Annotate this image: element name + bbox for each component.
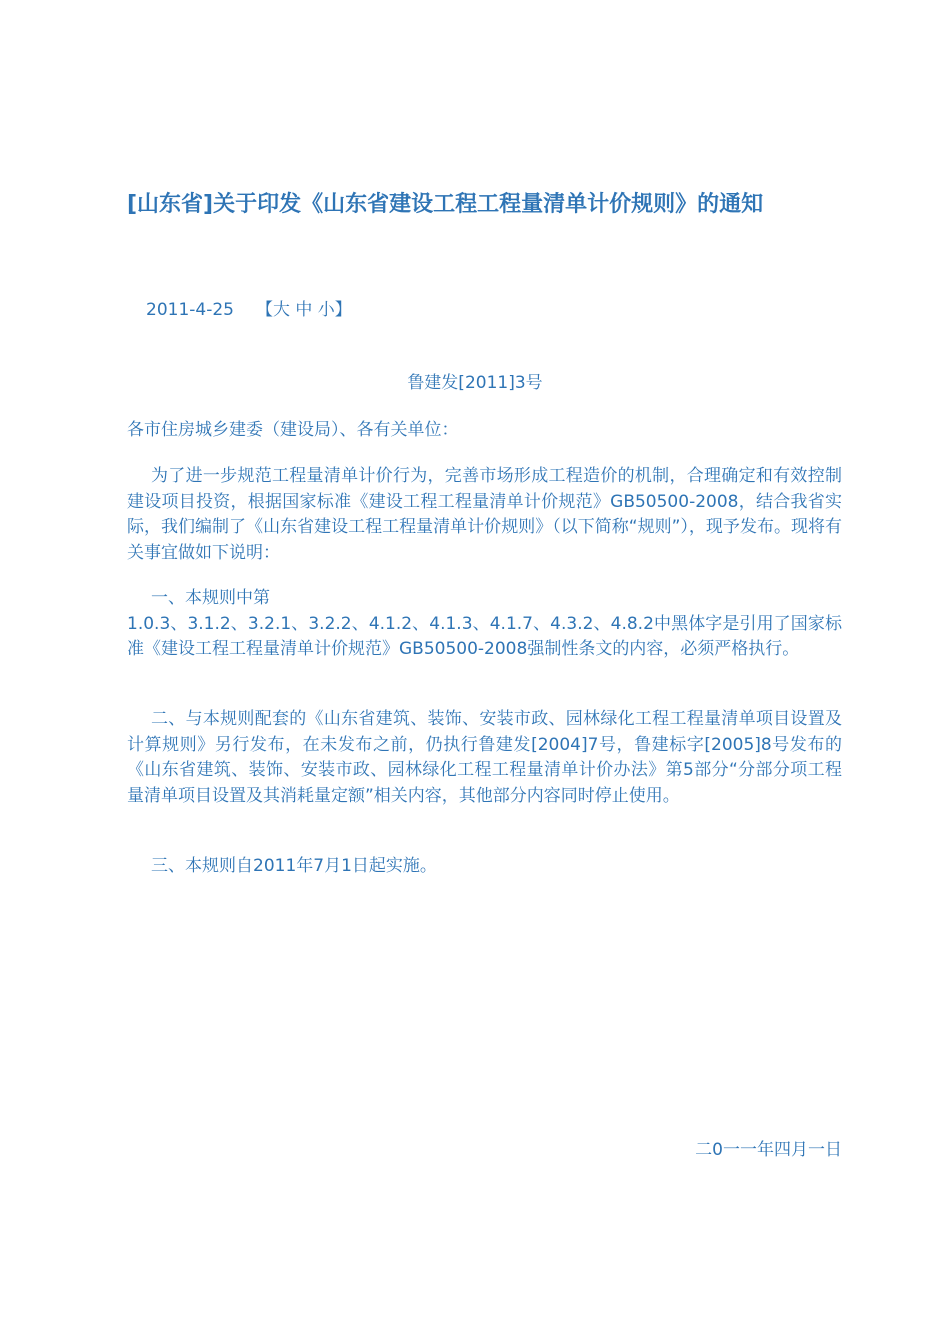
salutation: 各市住房城乡建委（建设局）、各有关单位： [127,420,459,440]
publish-date: 2011-4-25 [146,300,234,320]
paragraph-item-one [127,586,842,663]
document-number: 鲁建发[2011]3号 [407,373,543,393]
paragraph-item-one-lead: 一、本规则中第 [151,588,270,608]
paragraph-item-three: 三、本规则自2011年7月1日起实施。 [151,856,437,876]
document-title: [山东省]关于印发《山东省建设工程工程量清单计价规则》的通知 [127,192,764,217]
meta-line [146,297,352,323]
paragraph-item-one-body: 1.0.3、3.1.2、3.2.1、3.2.2、4.1.2、4.1.3、4.1.7、4.3.2、4.8.2中黑体字是引用了国家标准《建设工程工程量清单计价规范》GB50500-2008强制性条文的内容，必须严格执行。 [127,613,842,659]
paragraph-item-two: 二、与本规则配套的《山东省建筑、装饰、安装市政、园林绿化工程工程量清单项目设置及计算规则》另行发布，在未发布之前，仍执行鲁建发[2004]7号，鲁建标字[2005]8号发布的《山东省建筑、装饰、安装市政、园林绿化工程工程量清单计价办法》第5部分“分部分项工程量清单项目设置及其消耗量定额”相关内容，其他部分内容同时停止使用。 [127,709,842,806]
signature-date: 二0一一年四月一日 [695,1140,842,1160]
paragraph-intro: 为了进一步规范工程量清单计价行为，完善市场形成工程造价的机制，合理确定和有效控制建设项目投资，根据国家标准《建设工程工程量清单计价规范》GB50500-2008，结合我省实际，我们编制了《山东省建设工程工程量清单计价规则》（以下简称“规则”），现予发布。现将有关事宜做如下说明： [127,466,842,563]
font-size-control[interactable]: 【大 中 小】 [255,300,352,320]
